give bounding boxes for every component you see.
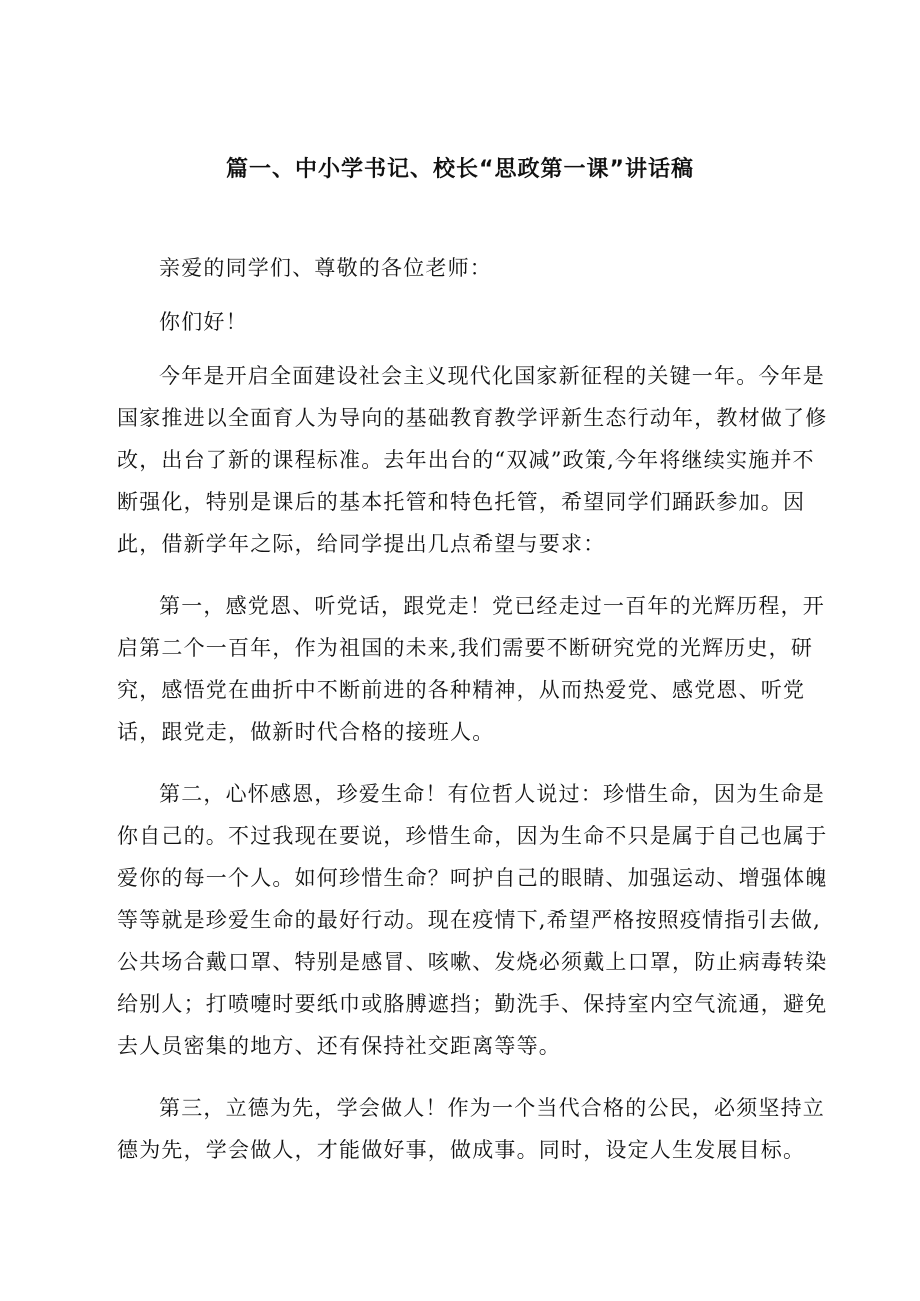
salutation: 亲爱的同学们、尊敬的各位老师： [159,256,492,280]
document-body [117,247,833,1171]
greeting: 你们好！ [159,310,248,334]
paragraph-first-point: 第一，感党恩、听党话，跟党走！党已经走过一百年的光辉历程，开启第二个一百年，作为祖国的未来,我们需要不断研究党的光辉历史，研究，感悟党在曲折中不断前进的各种精神，从而热爱党、感党恩、听党话，跟党走，做新时代合格的接班人。 [117,594,825,744]
document-title: 篇一、中小学书记、校长“思政第一课”讲话稿 [226,157,694,182]
paragraph-intro: 今年是开启全面建设社会主义现代化国家新征程的关键一年。今年是国家推进以全面育人为导向的基础教育教学评新生态行动年，教材做了修改，出台了新的课程标准。去年出台的“双减”政策,今年将继续实施并不断强化，特别是课后的基本托管和特色托管，希望同学们踊跃参加。因此，借新学年之际，给同学提出几点希望与要求： [117,364,828,556]
paragraph-third-point: 第三，立德为先，学会做人！作为一个当代合格的公民，必须坚持立德为先，学会做人，才能做好事，做成事。同时，设定人生发展目标。 [117,1096,825,1162]
paragraph-second-point: 第二，心怀感恩，珍爱生命！有位哲人说过：珍惜生命，因为生命是你自己的。不过我现在要说，珍惜生命，因为生命不只是属于自己也属于爱你的每一个人。如何珍惜生命？呵护自己的眼睛、加强运动、增强体魄等等就是珍爱生命的最好行动。现在疫情下,希望严格按照疫情指引去做,公共场合戴口罩、特别是感冒、咳嗽、发烧必须戴上口罩，防止病毒转染给别人；打喷嚏时要纸巾或胳膊遮挡；勤洗手、保持室内空气流通，避免去人员密集的地方、还有保持社交距离等等。 [117,782,828,1058]
